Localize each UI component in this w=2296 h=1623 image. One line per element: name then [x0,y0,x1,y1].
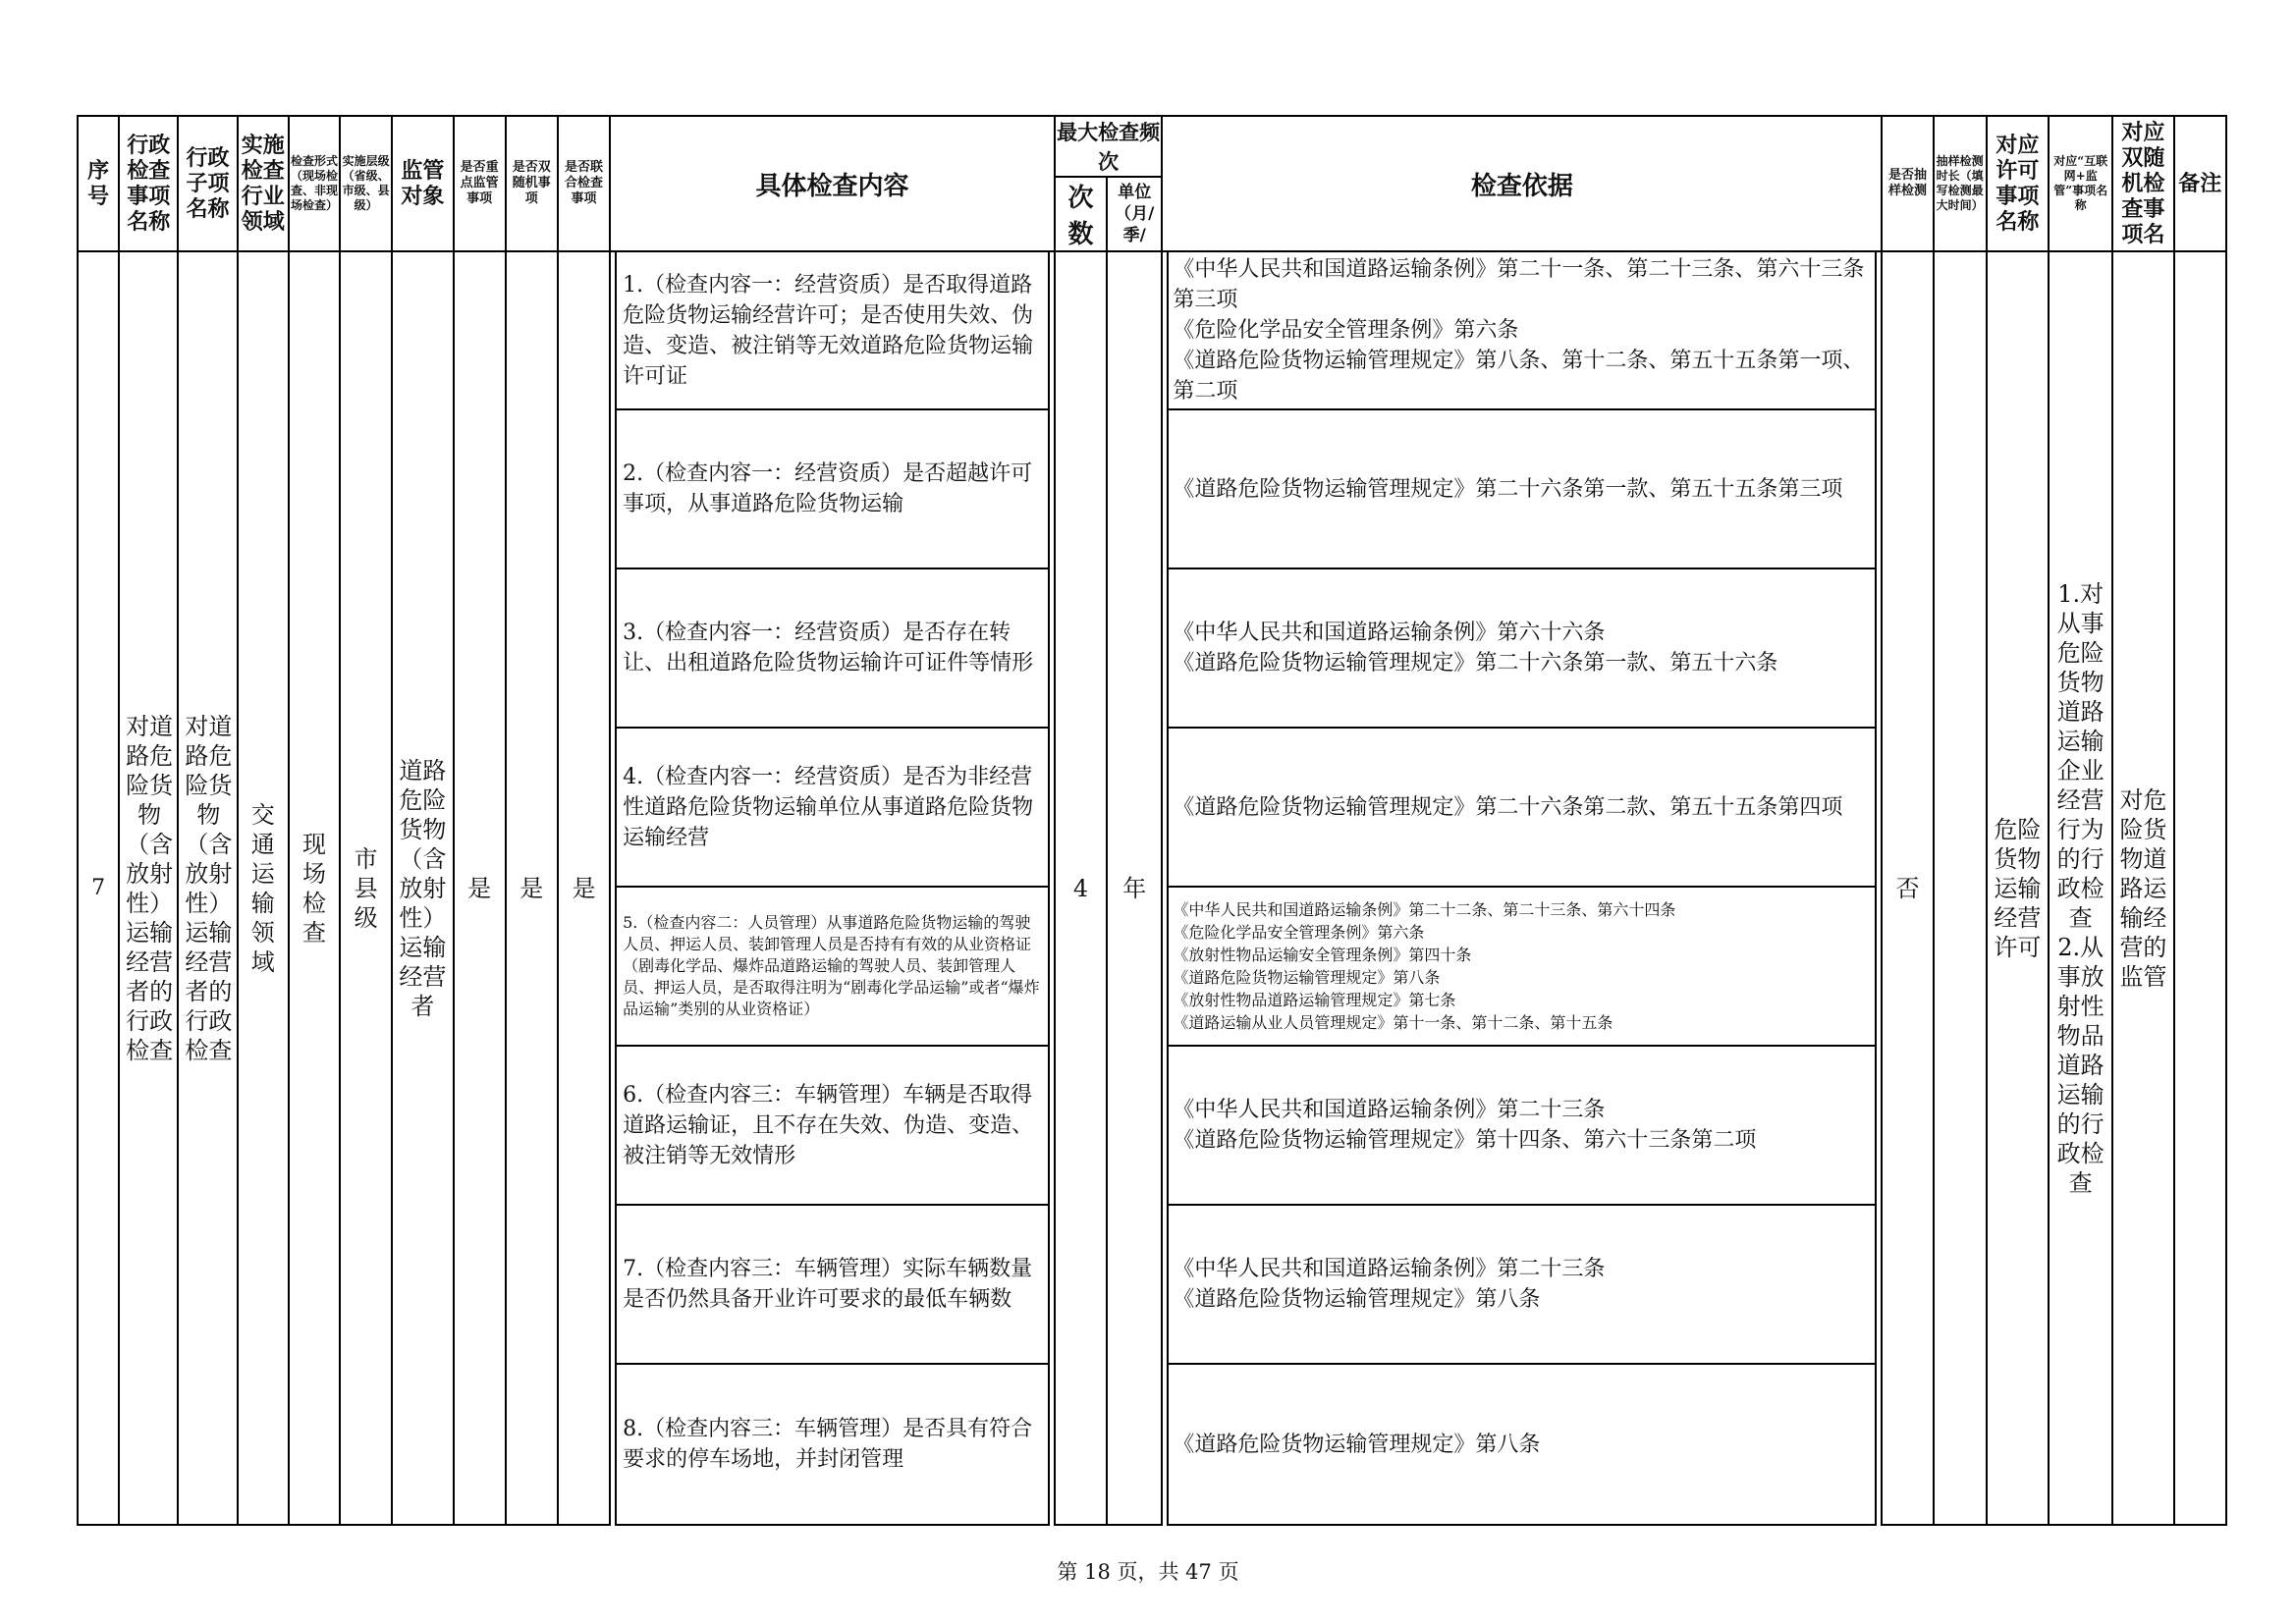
header-max-freq: 最大检查频次 [1055,116,1162,177]
header-unit: 单位（月/季/ [1107,177,1162,251]
header-form: 检查形式（现场检查、非现场检查） [289,116,340,251]
header-joint-item: 是否联合检查事项 [558,116,610,251]
table-row [78,251,2226,409]
header-target: 监管对象 [392,116,453,251]
cell-unit: 年 [1107,251,1162,1525]
content-item-2: 2.（检查内容一：经营资质）是否超越许可事项，从事道路危险货物运输 [616,409,1049,568]
cell-sampling-time [1934,251,1987,1525]
content-item-5: 5.（检查内容二：人员管理）从事道路危险货物运输的驾驶人员、押运人员、装卸管理人员是否持有有效的从业资格证（剧毒化学品、爆炸品道路运输的驾驶人员、装卸管理人员、押运人员，是否取得注明为“剧毒化学品运输”或者“爆炸品运输”类别的从业资格证） [616,887,1049,1046]
content-item-7: 7.（检查内容三：车辆管理）实际车辆数量是否仍然具备开业许可要求的最低车辆数 [616,1205,1049,1364]
content-item-8: 8.（检查内容三：车辆管理）是否具有符合要求的停车场地，并封闭管理 [616,1364,1049,1525]
cell-target: 道路危险货物（含放射性）运输经营者 [392,251,453,1525]
header-internet: 对应“互联网+监管”事项名称 [2049,116,2112,251]
header-times: 次数 [1055,177,1107,251]
cell-sampling: 否 [1882,251,1933,1525]
table-header-row [78,116,2226,177]
header-key-item: 是否重点监管事项 [454,116,506,251]
cell-industry: 交通运输领域 [238,251,289,1525]
header-license: 对应许可事项名称 [1987,116,2049,251]
content-item-6: 6.（检查内容三：车辆管理）车辆是否取得道路运输证，且不存在失效、伪造、变造、被注销等无效情形 [616,1046,1049,1205]
cell-license: 危险货物运输经营许可 [1987,251,2049,1525]
cell-internet: 1.对从事危险货物道路运输企业经营行为的行政检查 2.从事放射性物品道路运输的行政检查 [2049,251,2112,1525]
cell-sub-item-name: 对道路危险货物（含放射性）运输经营者的行政检查 [178,251,237,1525]
content-item-4: 4.（检查内容一：经营资质）是否为非经营性道路危险货物运输单位从事道路危险货物运输经营 [616,728,1049,887]
inspection-table [77,115,2227,1526]
basis-item-3: 《中华人民共和国道路运输条例》第六十六条 《道路危险货物运输管理规定》第二十六条第一款、第五十六条 [1168,568,1876,728]
cell-times: 4 [1055,251,1107,1525]
basis-item-1: 《中华人民共和国道路运输条例》第二十一条、第二十三条、第六十三条第三项 《危险化学品安全管理条例》第六条 《道路危险货物运输管理规定》第八条、第十二条、第五十五条第一项、第二项 [1168,251,1876,409]
header-random-item: 是否双随机事项 [506,116,558,251]
cell-seq: 7 [78,251,119,1525]
cell-random-item: 是 [506,251,558,1525]
basis-item-2: 《道路危险货物运输管理规定》第二十六条第一款、第五十五条第三项 [1168,409,1876,568]
header-seq: 序号 [78,116,119,251]
basis-item-5: 《中华人民共和国道路运输条例》第二十二条、第二十三条、第六十四条 《危险化学品安全管理条例》第六条 《放射性物品运输安全管理条例》第四十条 《道路危险货物运输管理规定》第八条 《放射性物品道路运输管理规定》第七条 《道路运输从业人员管理规定》第十一条、第十二条、第十五条 [1168,887,1876,1046]
cell-key-item: 是 [454,251,506,1525]
basis-item-7: 《中华人民共和国道路运输条例》第二十三条 《道路危险货物运输管理规定》第八条 [1168,1205,1876,1364]
content-item-3: 3.（检查内容一：经营资质）是否存在转让、出租道路危险货物运输许可证件等情形 [616,568,1049,728]
cell-joint-item: 是 [558,251,610,1525]
basis-item-8: 《道路危险货物运输管理规定》第八条 [1168,1364,1876,1525]
header-item-name: 行政检查事项名称 [119,116,178,251]
cell-random-name: 对危险货物道路运输经营的监管 [2112,251,2173,1525]
header-level: 实施层级（省级、市级、县级） [340,116,392,251]
header-remark: 备注 [2174,116,2226,251]
header-sampling-time: 抽样检测时长（填写检测最大时间） [1934,116,1987,251]
cell-form: 现场检查 [289,251,340,1525]
cell-item-name: 对道路危险货物（含放射性）运输经营者的行政检查 [119,251,178,1525]
header-basis: 检查依据 [1162,116,1882,251]
header-random-name: 对应双随机检查事项名 [2112,116,2173,251]
basis-item-6: 《中华人民共和国道路运输条例》第二十三条 《道路危险货物运输管理规定》第十四条、第六十三条第二项 [1168,1046,1876,1205]
header-sub-item-name: 行政子项名称 [178,116,237,251]
content-item-1: 1.（检查内容一：经营资质）是否取得道路危险货物运输经营许可；是否使用失效、伪造、变造、被注销等无效道路危险货物运输许可证 [616,251,1049,409]
cell-remark [2174,251,2226,1525]
header-content: 具体检查内容 [610,116,1055,251]
header-industry: 实施检查行业领域 [238,116,289,251]
cell-level: 市县级 [340,251,392,1525]
page-footer: 第 18 页，共 47 页 [1057,1560,1239,1584]
header-sampling: 是否抽样检测 [1882,116,1933,251]
basis-item-4: 《道路危险货物运输管理规定》第二十六条第二款、第五十五条第四项 [1168,728,1876,887]
inspection-table-sheet [77,115,2227,1514]
